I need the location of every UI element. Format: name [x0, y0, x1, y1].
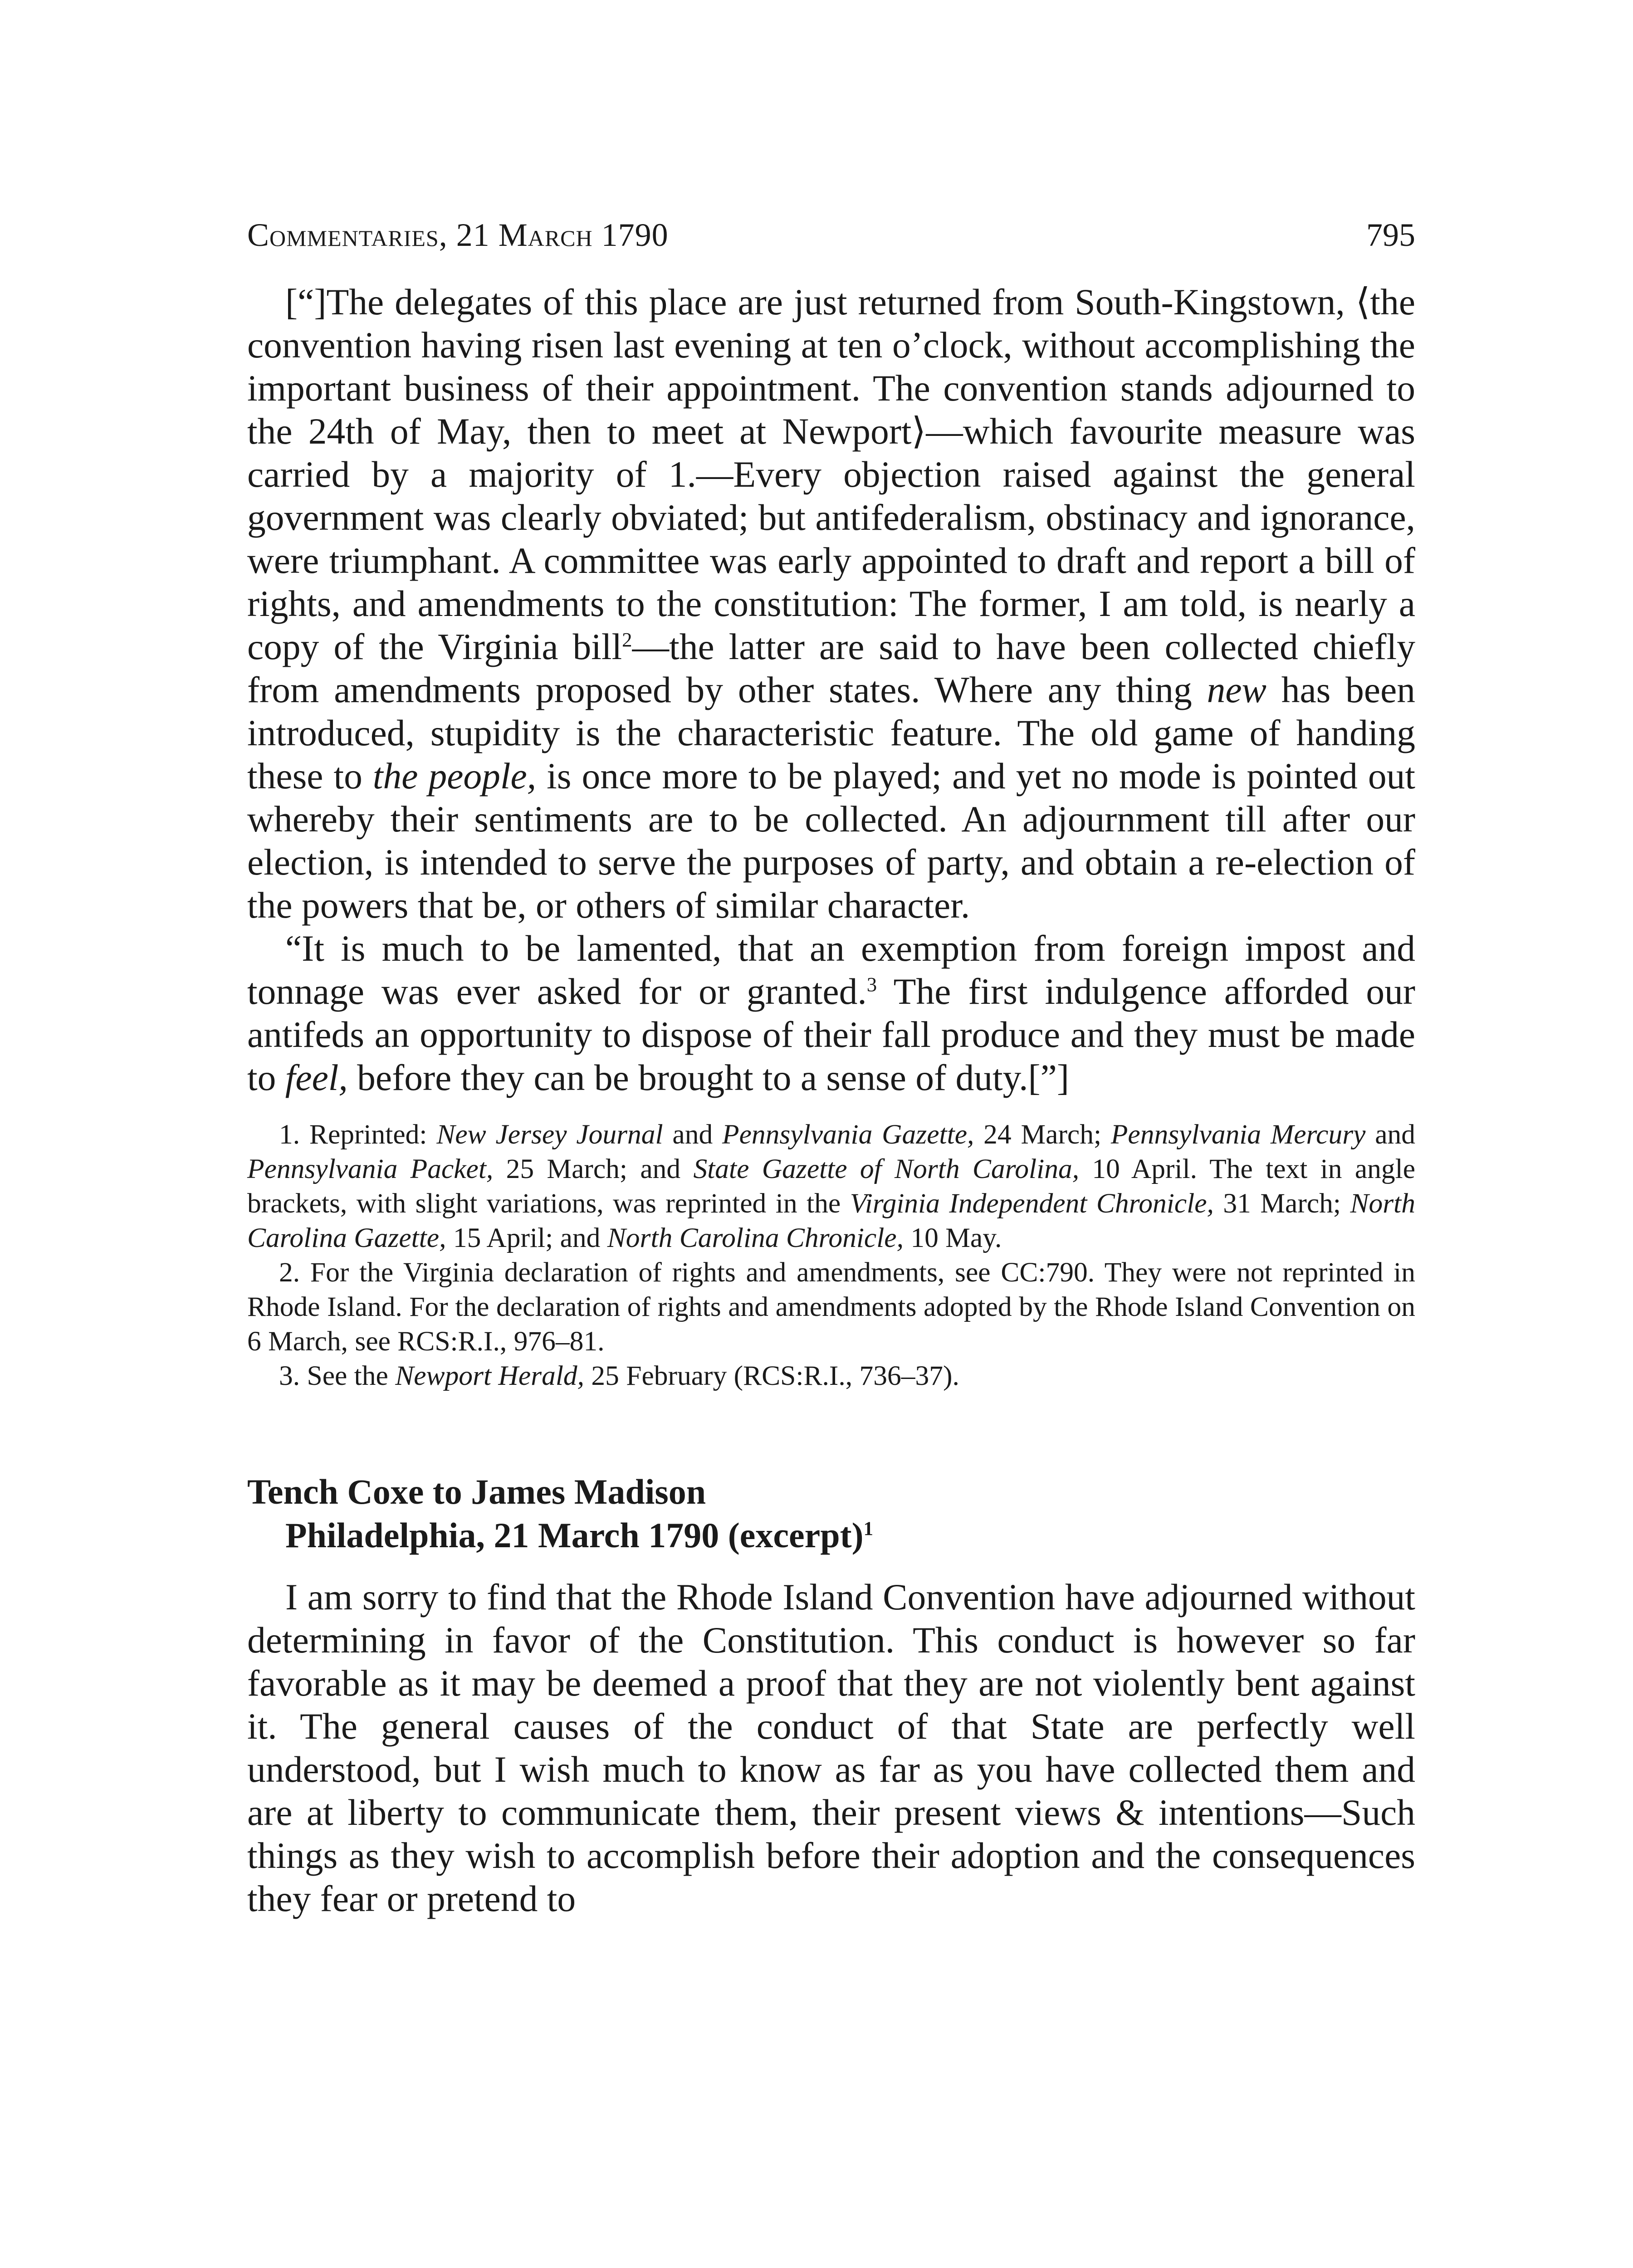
article-text [247, 280, 1415, 1099]
document-heading [247, 1470, 1415, 1557]
document-page [247, 213, 1415, 1920]
text-run: 24 March; [974, 1119, 1111, 1150]
article-paragraph-1 [247, 280, 1415, 927]
italic-text: State Gazette of North Carolina, [693, 1154, 1080, 1184]
italic-text: Pennsylvania Packet, [247, 1154, 494, 1184]
text-run: 3. See the [279, 1360, 396, 1391]
footnote-ref-1: 1 [863, 1518, 874, 1540]
footnote-1 [247, 1117, 1415, 1255]
text-run: 31 March; [1213, 1188, 1350, 1219]
italic-text: Newport Herald, [395, 1360, 585, 1391]
text-run: [“]The delegates of this place are just returned from South-Kingstown, ⟨the convention having risen last evening at ten o’clock, without accomplishing the important business of their appointment. The convention stands adjourned to the 24th of May, then to meet at Newport⟩—which favourite measure was carried by a majority of 1.—Every objection raised against the general government was clearly obviated; but antifederalism, obstinacy and ignorance, were triumphant. A committee was early appointed to draft and report a bill of rights, and amendments to the constitution: The former, I am told, is nearly a copy of the Virginia bill [247, 281, 1415, 667]
page-number: 795 [1366, 217, 1415, 253]
text-run: has been introduced, stupidity is the characteristic feature. The old game of handing these to [247, 669, 1415, 797]
text-run: “It is much to be lamented, that an exemption from foreign impost and tonnage was ever asked for or granted. [247, 928, 1415, 1012]
footnote-ref-3: 3 [866, 973, 877, 996]
text-run: 25 March; and [493, 1154, 694, 1184]
letter-paragraph: I am sorry to find that the Rhode Island Convention have adjourned without determining in favor of the Constitution. This conduct is however so far favorable as it may be deemed a proof that they are not violently bent against it. The general causes of the conduct of that State are perfectly well understood, but I wish much to know as far as you have collected them and are at liberty to communicate them, their present views & intentions—Such things as they wish to accomplish before their adoption and the consequences they fear or pretend to [247, 1576, 1415, 1919]
running-head-title: Commentaries, 21 March 1790 [247, 217, 669, 253]
article-paragraph-2 [247, 927, 1415, 1099]
text-run: 25 February (RCS:R.I., 736–37). [584, 1360, 959, 1391]
letter-text [247, 1575, 1415, 1920]
italic-text: new [1207, 669, 1266, 710]
text-run: Philadelphia, 21 March 1790 (excerpt) [285, 1515, 864, 1555]
text-run: is once more to be played; and yet no mode is pointed out whereby their sentiments are to be collected. An adjournment till after our election, is intended to serve the purposes of party, and obtain a re-election of the powers that be, or others of similar character. [247, 755, 1415, 926]
text-run: —the latter are said to have been collected chiefly from amendments proposed by other states. Where any thing [247, 626, 1415, 710]
text-run: The first indulgence afforded our antifeds an opportunity to dispose of their fall produce and they must be made to [247, 971, 1415, 1098]
italic-text: the people, [372, 755, 537, 797]
document-heading-title: Tench Coxe to James Madison [247, 1472, 706, 1511]
italic-text: New Jersey Journal [436, 1119, 663, 1150]
italic-text: North Carolina Chronicle, [607, 1222, 904, 1253]
text-run: 10 May. [903, 1222, 1002, 1253]
text-run: 1. Reprinted: [279, 1119, 437, 1150]
text-run: 10 April. The text in angle brackets, with slight variations, was reprinted in the [247, 1154, 1416, 1219]
text-run: and [1365, 1119, 1416, 1150]
italic-text: North Carolina Gazette, [247, 1188, 1416, 1253]
italic-text: Virginia Independent Chronicle, [850, 1188, 1214, 1219]
footnote-ref-2: 2 [622, 628, 632, 651]
italic-text: Pennsylvania Mercury [1110, 1119, 1366, 1150]
italic-text: feel, [285, 1057, 348, 1098]
footnote-2: 2. For the Virginia declaration of rights and amendments, see CC:790. They were not reprinted in Rhode Island. For the declaration of rights and amendments adopted by the Rhode Island Convention on 6 March, see RCS:R.I., 976–81. [247, 1257, 1415, 1357]
footnote-3 [247, 1359, 1415, 1393]
document-heading-dateline [247, 1514, 1415, 1557]
running-head [247, 213, 1415, 257]
footnotes [247, 1117, 1415, 1393]
text-run: before they can be brought to a sense of duty.[”] [347, 1057, 1069, 1098]
text-run: and [663, 1119, 723, 1150]
text-run: 15 April; and [446, 1222, 607, 1253]
italic-text: Pennsylvania Gazette, [722, 1119, 974, 1150]
